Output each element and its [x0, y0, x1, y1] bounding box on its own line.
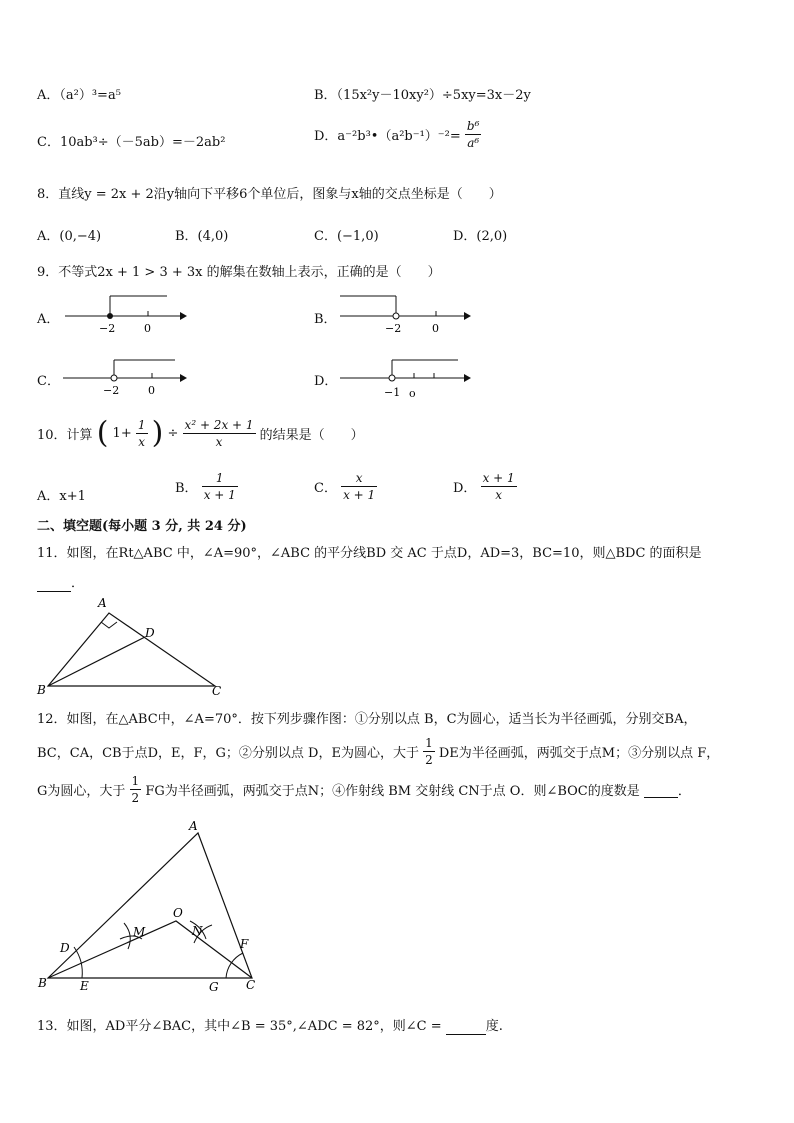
- q7-d-denominator: a⁶: [467, 136, 480, 150]
- q9-option-a-label: A．: [37, 312, 60, 327]
- q10-f1-numerator: 1: [137, 418, 146, 432]
- q9-c-tick-0: 0: [148, 384, 155, 397]
- q10-option-b-label: B．: [175, 481, 198, 496]
- q10-option-d: [453, 471, 517, 502]
- q10-b-numerator: 1: [202, 471, 238, 487]
- q10-stem: [37, 415, 364, 451]
- q12-triangle-figure: [30, 815, 270, 995]
- q12-line-3b: FG为半径画弧，两弧交于点N；④作射线 BM 交射线 CN于点 O．则∠BOC的度数是: [145, 784, 640, 799]
- q12-label-a: A: [189, 819, 198, 833]
- q11-triangle-figure: [30, 592, 240, 702]
- q11-label-d: D: [145, 626, 155, 640]
- q8-stem: 8．直线y = 2x + 2沿y轴向下平移6个单位后，图象与x轴的交点坐标是（ ）: [37, 187, 502, 202]
- q10-f1-denominator: x: [138, 435, 146, 449]
- q12-half-1-denominator: 2: [425, 753, 433, 767]
- q9-number-line-d: [332, 352, 477, 402]
- q12-label-d: D: [60, 941, 70, 955]
- q12-end-mark: ．: [677, 784, 691, 799]
- q12-answer-blank[interactable]: [644, 782, 678, 798]
- q10-f2-numerator: x² + 2x + 1: [184, 418, 254, 432]
- q10-suffix: 的结果是（ ）: [259, 428, 364, 443]
- q12-line-2b: DE为半径画弧，两弧交于点M；③分别以点 F，: [438, 746, 720, 761]
- q12-line-2a: BC，CA，CB于点D，E，F，G；②分别以点 D，E为圆心，大于: [37, 746, 419, 761]
- section-heading-fill-in: 二、填空题(每小题 3 分, 共 24 分): [37, 519, 247, 534]
- q10-option-b: [175, 471, 238, 502]
- q12-label-b: B: [38, 976, 47, 990]
- q12-line-2: [37, 736, 719, 767]
- q13-stem: [37, 1015, 503, 1035]
- q12-half-2-denominator: 2: [131, 791, 140, 805]
- q9-c-tick-neg2: −2: [103, 384, 120, 397]
- q12-label-o: O: [173, 906, 183, 920]
- q8-option-b: B．(4,0): [175, 229, 229, 244]
- q7-option-d-prefix: D．a⁻²b³•（a²b⁻¹）⁻²=: [314, 129, 461, 144]
- q10-left-paren: (: [96, 415, 109, 451]
- q9-a-tick-0: 0: [144, 322, 151, 335]
- q12-half-2-numerator: 1: [131, 774, 140, 788]
- q12-label-g: G: [209, 980, 219, 994]
- q10-option-d-label: D．: [453, 481, 477, 496]
- q11-answer-blank[interactable]: [37, 576, 71, 592]
- q9-option-d-label: D．: [314, 374, 338, 389]
- q10-d-numerator: x + 1: [482, 471, 515, 485]
- q10-fraction-1-over-x: [136, 418, 148, 449]
- q7-d-numerator: b⁶: [466, 119, 480, 133]
- q12-line-3a: G为圆心，大于: [37, 784, 126, 799]
- q10-option-c-label: C．: [314, 481, 337, 496]
- q7-option-a: A．（a²）³=a⁵: [37, 88, 121, 103]
- q13-stem-text: 13．如图，AD平分∠BAC，其中∠B = 35°,∠ADC = 82°，则∠C =: [37, 1019, 442, 1034]
- q7-option-b: B．（15x²y－10xy²）÷5xy=3x－2y: [314, 88, 531, 103]
- q10-option-d-fraction: [481, 471, 517, 502]
- q12-line-1: 12．如图，在△ABC中，∠A=70°．按下列步骤作图：①分别以点 B，C为圆心，适当长为半径画弧，分别交BA，: [37, 712, 697, 727]
- q11-answer-line: [37, 572, 84, 592]
- q10-c-numerator: x: [341, 471, 377, 487]
- q11-label-a: A: [98, 596, 107, 610]
- q9-option-c-label: C．: [37, 374, 60, 389]
- q8-option-a: A．(0,−4): [37, 229, 102, 244]
- q11-stem: 11．如图，在Rt△ABC 中，∠A=90°，∠ABC 的平分线BD 交 AC 于点D，AD=3，BC=10，则△BDC 的面积是: [37, 546, 702, 561]
- q10-b-denominator: x + 1: [203, 488, 236, 502]
- q12-label-f: F: [240, 937, 249, 951]
- q9-number-line-a: [55, 290, 195, 340]
- q10-fraction-2: [183, 418, 256, 449]
- q9-stem: 9．不等式2x + 1 > 3 + 3x 的解集在数轴上表示，正确的是（ ）: [37, 265, 441, 280]
- q8-option-c: C．(−1,0): [314, 229, 379, 244]
- q10-one-plus: 1+: [112, 426, 132, 441]
- q7-option-c: C．10ab³÷（－5ab）=－2ab²: [37, 135, 226, 150]
- q10-option-c-fraction: [341, 471, 377, 502]
- q9-b-tick-0: 0: [432, 322, 439, 335]
- q10-option-c: [314, 471, 377, 502]
- q11-end-mark: ．: [71, 576, 85, 591]
- q12-label-e: E: [80, 979, 89, 993]
- q10-right-paren: ): [151, 415, 164, 451]
- q9-b-tick-neg2: −2: [385, 322, 402, 335]
- q9-d-tick-neg1: −1: [384, 386, 401, 399]
- q10-d-denominator: x: [495, 488, 503, 502]
- q12-line-3: [37, 774, 691, 805]
- q9-number-line-c: [55, 352, 195, 402]
- q9-number-line-b: [332, 290, 477, 340]
- q10-c-denominator: x + 1: [343, 488, 376, 502]
- q9-option-b-label: B．: [314, 312, 337, 327]
- q9-a-tick-neg2: −2: [99, 322, 116, 335]
- q10-option-a: A．x+1: [37, 489, 86, 504]
- q13-end-text: 度.: [485, 1019, 503, 1034]
- q10-divide: ÷: [167, 426, 179, 441]
- q12-half-fraction-2: [130, 774, 142, 805]
- q12-label-c: C: [246, 978, 256, 992]
- q10-option-b-fraction: [202, 471, 238, 502]
- q7-option-d: [314, 119, 481, 150]
- q12-label-m: M: [133, 925, 146, 939]
- q10-prefix: 10．计算: [37, 428, 93, 443]
- q11-label-b: B: [37, 683, 46, 697]
- q7-option-d-fraction: [465, 119, 482, 150]
- q12-half-1-numerator: 1: [425, 736, 433, 750]
- q9-d-tick-0: o: [409, 387, 416, 400]
- q12-half-fraction-1: [423, 736, 435, 767]
- q8-option-d: D．(2,0): [453, 229, 508, 244]
- q12-label-n: N: [192, 924, 203, 938]
- q11-label-c: C: [212, 684, 222, 698]
- q13-answer-blank[interactable]: [446, 1019, 486, 1035]
- q10-f2-denominator: x: [215, 435, 223, 449]
